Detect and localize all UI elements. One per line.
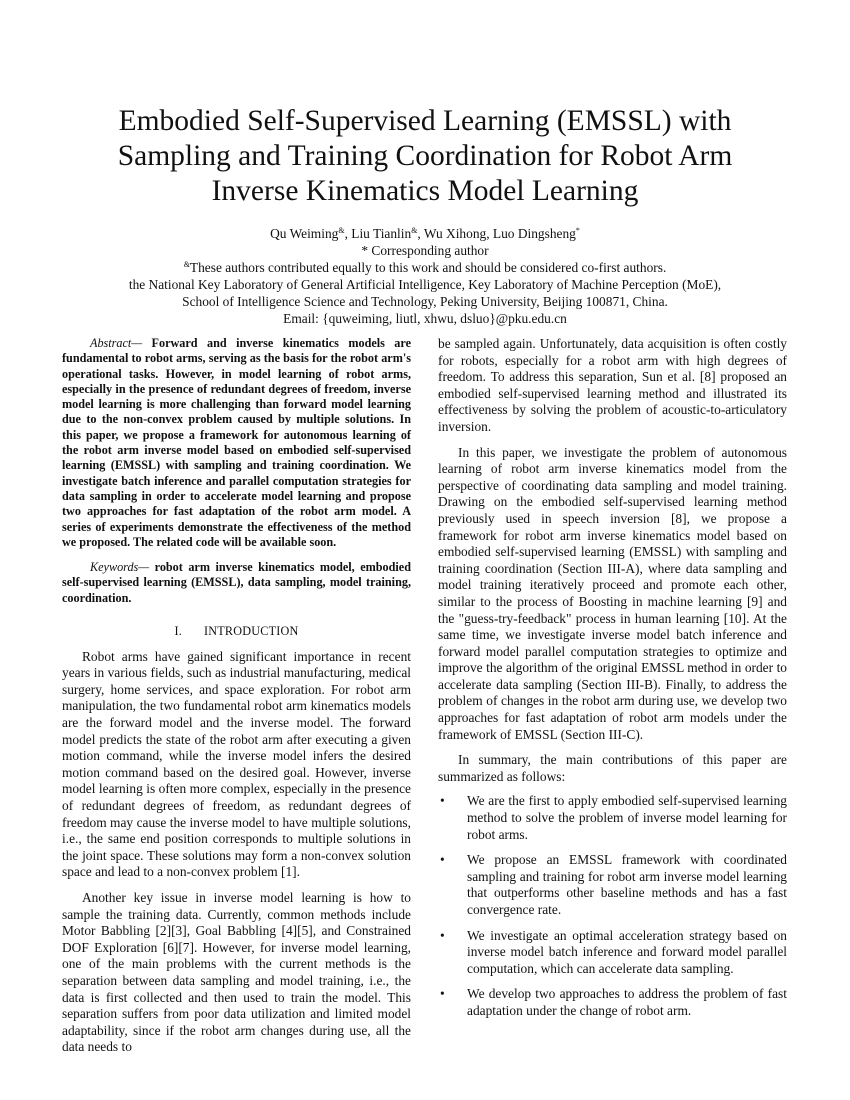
affiliation-line: School of Intelligence Science and Technology, Peking University, Beijing 100871, China.: [182, 294, 668, 309]
section-heading-introduction: [62, 623, 411, 640]
equal-contribution-mark: &: [338, 226, 345, 235]
bullet-icon: •: [440, 793, 445, 809]
keywords: [62, 560, 411, 606]
list-item: • We develop two approaches to address the problem of fast adaptation under the change of robot arm.: [440, 986, 787, 1018]
author-name: Liu Tianlin: [351, 226, 412, 241]
author-list: Qu Weiming&, Liu Tianlin&, Wu Xihong, Luo Dingsheng*: [270, 226, 580, 241]
section-title: INTRODUCTION: [204, 624, 299, 639]
author-block: [60, 225, 790, 327]
list-item: • We propose an EMSSL framework with coordinated sampling and training for robot arm inverse model learning that outperforms other baseline methods and has a fast convergence rate.: [440, 852, 787, 917]
affiliation-line: the National Key Laboratory of General Artificial Intelligence, Key Laboratory of Machine Perception (MoE),: [128, 277, 722, 292]
equal-contribution-mark: &: [183, 260, 190, 269]
list-item: • We are the first to apply embodied self-supervised learning method to solve the problem of inverse model learning for robot arms.: [440, 793, 787, 842]
bullet-icon: •: [440, 927, 445, 943]
body-paragraph: Robot arms have gained significant importance in recent years in various fields, such as industrial manufacturing, medical surgery, home services, and space exploration. For robot arm manipulation, the two fundamental robot arm kinematics models are the forward model and the inverse model. The forward model predicts the state of the robot arm after executing a given motion command, while the inverse model infers the desired motion command based on the desired goal. However, inverse model learning is often more complex, especially in the presence of redundant degrees of freedom, as redundant degrees of freedom may cause the inverse model to have multiple solutions, i.e., the same end position corresponds to multiple solutions in the joint space. These solutions may form a non-convex solution space and lead to a non-convex problem [1].: [62, 648, 411, 880]
equal-contribution-note: &These authors contributed equally to this work and should be considered co-first authors.: [183, 260, 667, 275]
right-column: [438, 336, 787, 1029]
author-name: Luo Dingsheng: [492, 226, 576, 241]
contributions-list: [438, 793, 787, 1019]
body-paragraph: In this paper, we investigate the problem of autonomous learning of robot arm inverse kinematics model from the perspective of coordinating data sampling and model training. Drawing on the embodied self-supervised learning method previously used in speech inversion [8], we propose a framework for robot arm inverse kinematics model based on embodied self-supervised learning (EMSSL) with sampling and training coordination (Section III-A), where data sampling and model training iteratively proceed and promote each other, similar to the process of Boosting in machine learning [9] and the "guess-try-feedback" process in human learning [10]. At the same time, we investigate inverse model batch inference and forward model parallel computation strategies to optimize and improve the algorithm of the original EMSSL method in order to accelerate data sampling (Section III-B). Finally, to address the problem of changes in the robot arm during use, we develop two approaches for fast adaptation of robot arm models under the framework of EMSSL (Section III-C).: [438, 444, 787, 742]
keywords-label: Keywords—: [90, 560, 150, 575]
body-paragraph: In summary, the main contributions of this paper are summarized as follows:: [438, 752, 787, 784]
bullet-icon: •: [440, 852, 445, 868]
equal-contribution-mark: &: [411, 226, 418, 235]
abstract: [62, 336, 411, 550]
body-paragraph: Another key issue in inverse model learning is how to sample the training data. Currently, common methods include Motor Babbling [2][3], Goal Babbling [4][5], and Constrained DOF Exploration [6][7]. However, for inverse model learning, one of the main problems with the current methods is the separation between data sampling and model training, i.e., the data is first collected and then used to train the model. This separation suffers from poor data utilization and limited model adaptability, since if the robot arm changes during use, all the data needs to: [62, 889, 411, 1055]
keywords-text: robot arm inverse kinematics model, embodied self-supervised learning (EMSSL), data sampling, model training, coordination.: [62, 560, 411, 605]
bullet-icon: •: [440, 986, 445, 1002]
title-line: Embodied Self-Supervised Learning (EMSSL) with: [118, 105, 732, 137]
author-name: Wu Xihong: [423, 226, 487, 241]
author-email: Email: {quweiming, liutl, xhwu, dsluo}@pku.edu.cn: [283, 311, 567, 326]
abstract-label: Abstract—: [90, 336, 143, 350]
title-line: Inverse Kinematics Model Learning: [211, 175, 639, 207]
section-number: I.: [174, 624, 183, 639]
corresponding-mark: *: [575, 226, 580, 235]
left-column: [62, 336, 411, 1056]
body-paragraph: be sampled again. Unfortunately, data acquisition is often costly for robots, especially for a robot arm with high degrees of freedom. To address this separation, Sun et al. [8] proposed an embodied self-supervised learning method and illustrated its effectiveness by solving the problem of acoustic-to-articulatory inversion.: [438, 336, 787, 434]
list-item: • We investigate an optimal acceleration strategy based on inverse model batch inference and forward model parallel computation, which can accelerate data sampling.: [440, 927, 787, 976]
author-name: Qu Weiming: [270, 226, 339, 241]
paper-title: [60, 104, 790, 209]
corresponding-author-note: * Corresponding author: [361, 243, 489, 258]
abstract-text: Forward and inverse kinematics models are fundamental to robot arms, serving as the basis for the robot arm's operational tasks. However, in model learning of robot arms, especially in the presence of redundant degrees of freedom, inverse model learning is more challenging than forward model learning due to the non-convex problem caused by multiple solutions. In this paper, we propose a framework for autonomous learning of the robot arm inverse model based on embodied self-supervised learning (EMSSL) with sampling and training coordination. We investigate batch inference and parallel computation strategies for data sampling in order to accelerate model learning and propose two approaches for fast adaptation of the robot arm model. A series of experiments demonstrate the effectiveness of the method we proposed. The related code will be available soon.: [62, 336, 411, 549]
title-line: Sampling and Training Coordination for Robot Arm: [117, 140, 733, 172]
